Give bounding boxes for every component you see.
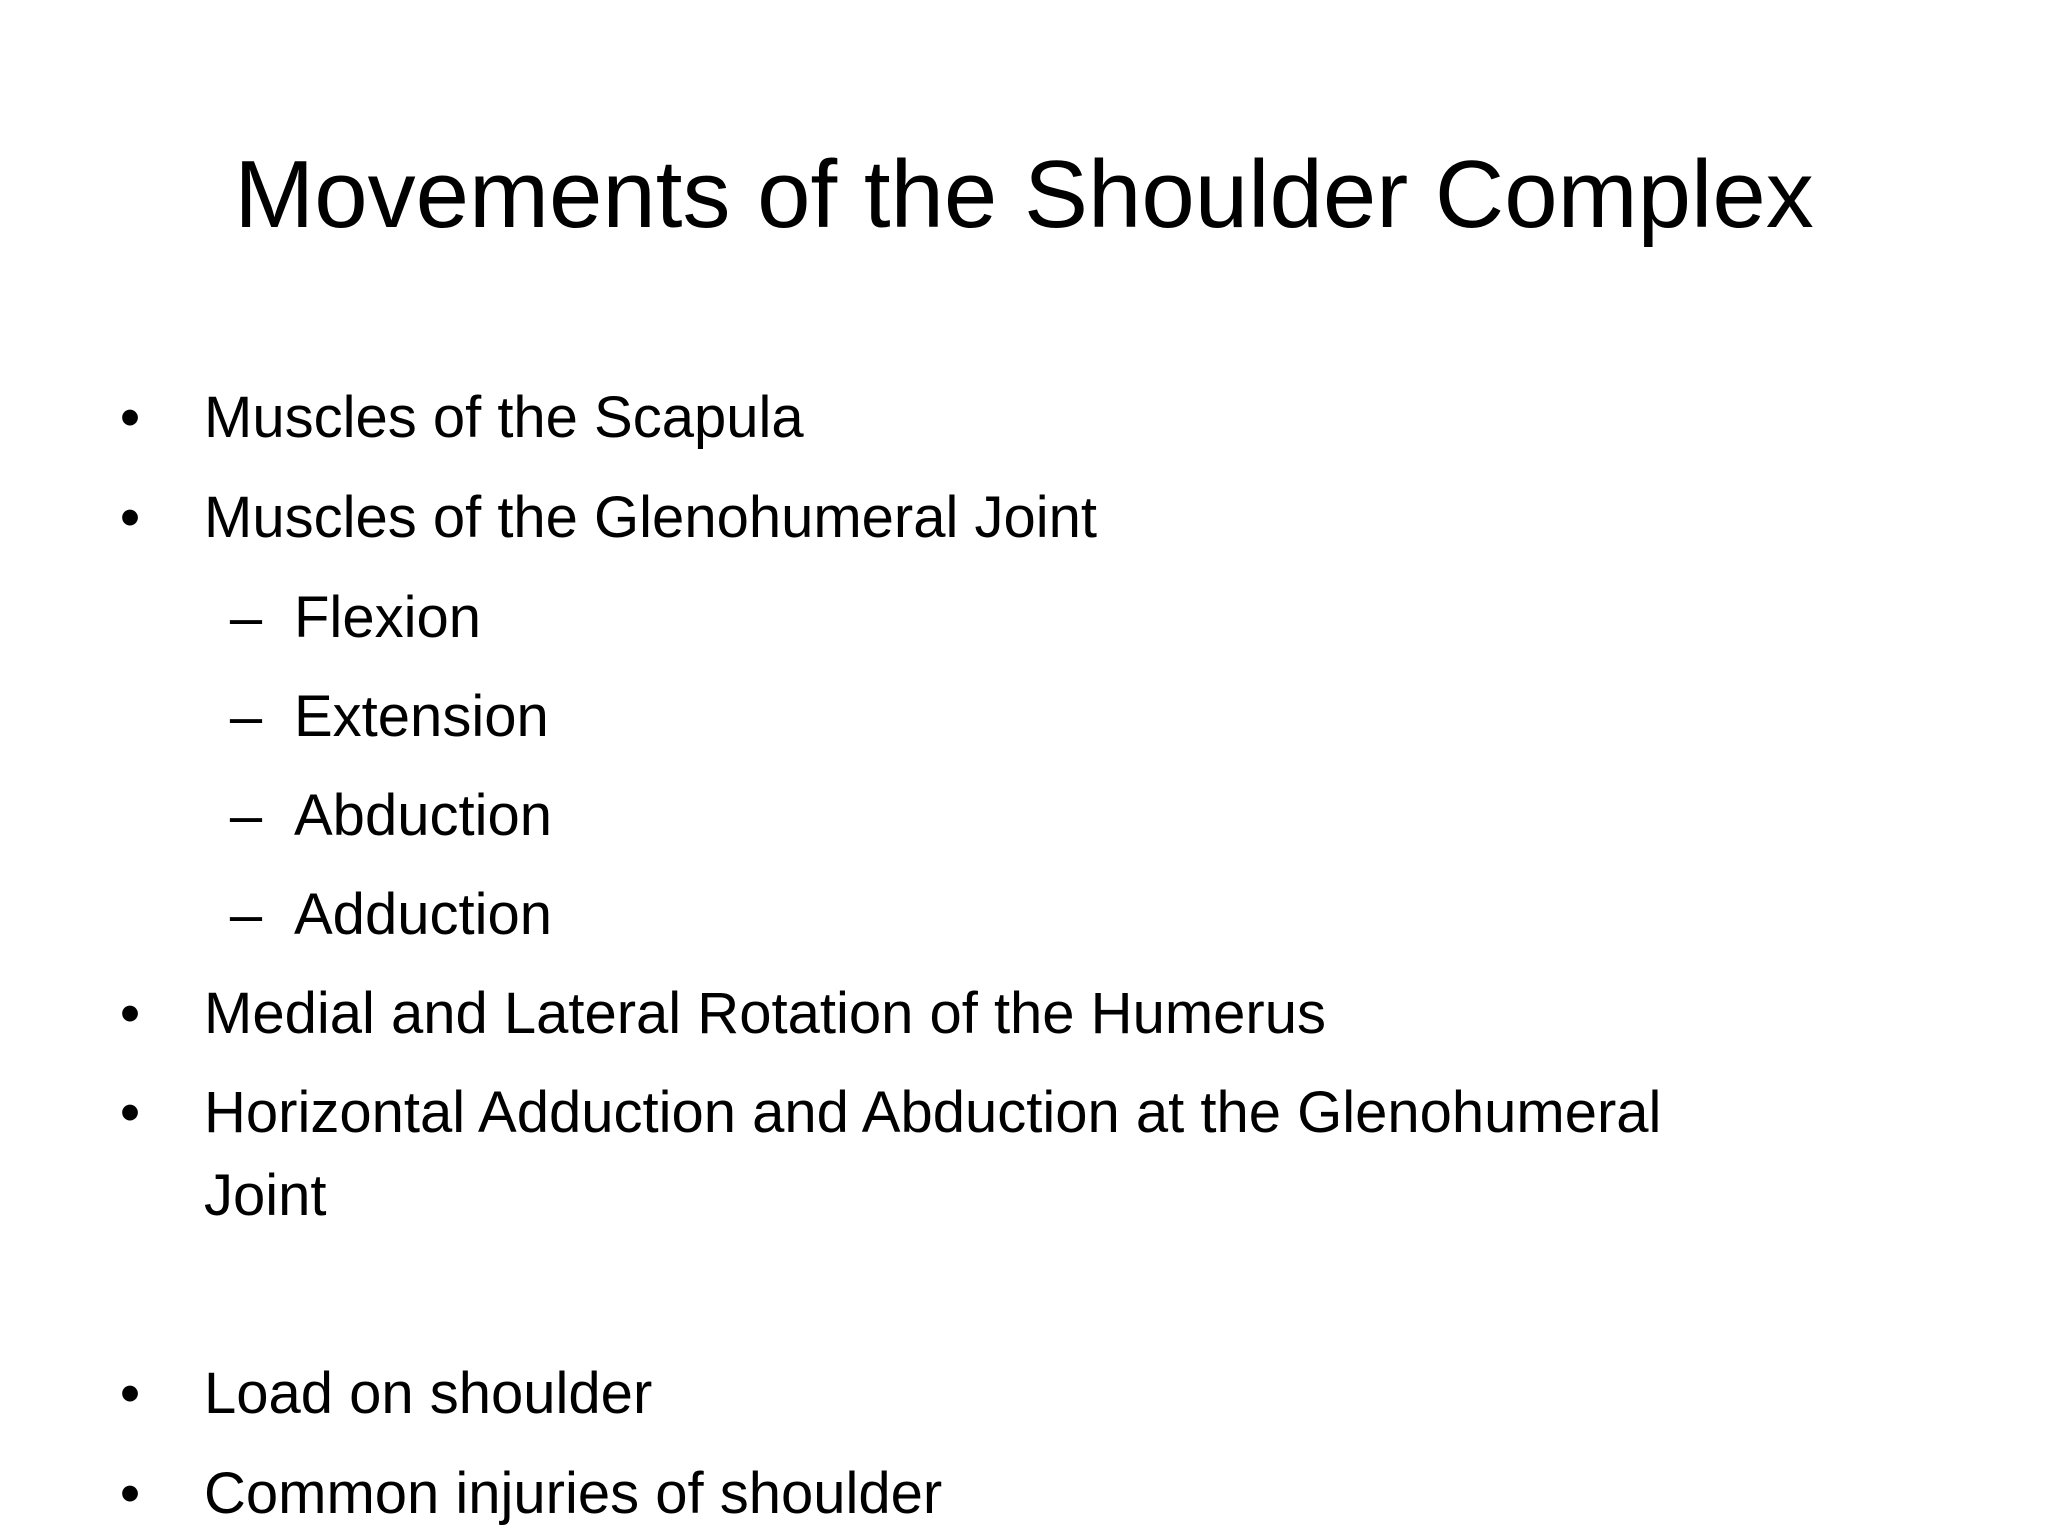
sub-bullet-text: Adduction — [294, 882, 552, 947]
bullet-text: Horizontal Adduction and Abduction at the Glenohumeral — [204, 1080, 1662, 1145]
bullet-text: Muscles of the Scapula — [204, 385, 804, 450]
bullet-text: Medial and Lateral Rotation of the Humerus — [204, 981, 1326, 1046]
bullet-marker: • — [119, 1461, 141, 1526]
dash-marker: – — [229, 882, 263, 947]
bullet-marker: • — [119, 1361, 141, 1426]
bullet-marker: • — [119, 981, 141, 1046]
dash-marker: – — [229, 585, 263, 650]
bullet-text: Muscles of the Glenohumeral Joint — [204, 485, 1097, 550]
dash-marker: – — [229, 783, 263, 848]
dash-marker: – — [229, 684, 263, 749]
bullet-marker: • — [119, 385, 141, 450]
bullet-text: Common injuries of shoulder — [204, 1461, 943, 1526]
slide-title: Movements of the Shoulder Complex — [234, 141, 1814, 248]
bullet-text: Joint — [204, 1163, 327, 1228]
bullet-marker: • — [119, 1080, 141, 1145]
bullet-text: Load on shoulder — [204, 1361, 653, 1426]
sub-bullet-text: Extension — [294, 684, 549, 749]
sub-bullet-text: Flexion — [294, 585, 481, 650]
bullet-marker: • — [119, 485, 141, 550]
sub-bullet-text: Abduction — [294, 783, 552, 848]
